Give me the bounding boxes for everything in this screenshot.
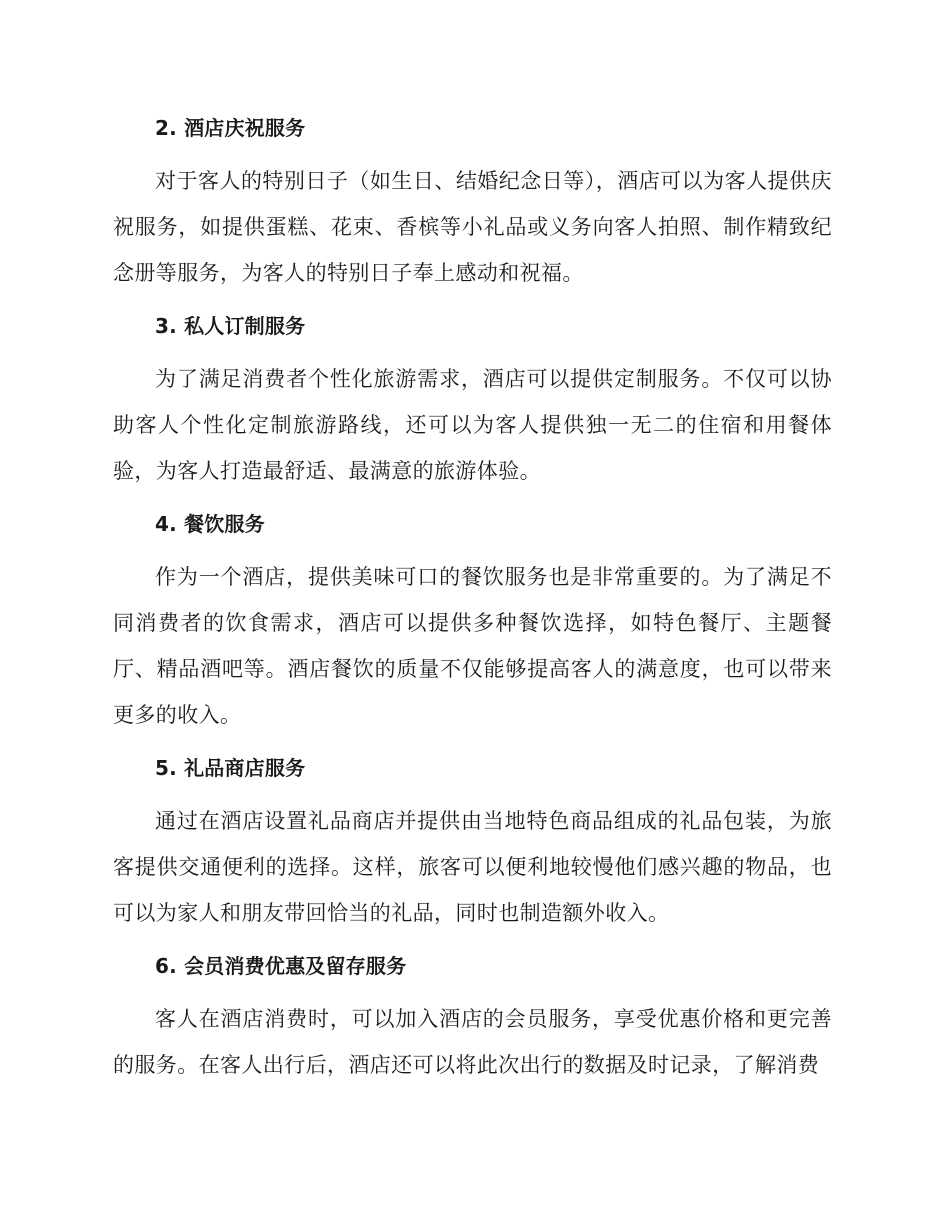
section-paragraph: 作为一个酒店，提供美味可口的餐饮服务也是非常重要的。为了满足不同消费者的饮食需求，酒店可以提供多种餐饮选择，如特色餐厅、主题餐厅、精品酒吧等。酒店餐饮的质量不仅能够提高客人的满意度，也可以带来更多的收入。 [113, 565, 832, 727]
section-heading: 6. 会员消费优惠及留存服务 [155, 954, 407, 978]
section-heading: 2. 酒店庆祝服务 [155, 116, 306, 140]
section-membership-service [113, 950, 832, 1088]
section-paragraph: 对于客人的特别日子（如生日、结婚纪念日等），酒店可以为客人提供庆祝服务，如提供蛋糕、花束、香槟等小礼品或义务向客人拍照、制作精致纪念册等服务，为客人的特别日子奉上感动和祝福。 [113, 169, 832, 285]
section-paragraph: 客人在酒店消费时，可以加入酒店的会员服务，享受优惠价格和更完善的服务。在客人出行后，酒店还可以将此次出行的数据及时记录，了解消费 [113, 1007, 832, 1077]
section-celebration-service [113, 112, 832, 296]
section-gift-shop-service [113, 752, 832, 936]
section-heading: 4. 餐饮服务 [155, 512, 265, 536]
section-paragraph: 为了满足消费者个性化旅游需求，酒店可以提供定制服务。不仅可以协助客人个性化定制旅游路线，还可以为客人提供独一无二的住宿和用餐体验，为客人打造最舒适、最满意的旅游体验。 [113, 367, 832, 483]
section-heading: 3. 私人订制服务 [155, 314, 306, 338]
section-heading: 5. 礼品商店服务 [155, 756, 306, 780]
section-dining-service [113, 508, 832, 738]
section-custom-service [113, 310, 832, 494]
section-paragraph: 通过在酒店设置礼品商店并提供由当地特色商品组成的礼品包装，为旅客提供交通便利的选择。这样，旅客可以便利地较慢他们感兴趣的物品，也可以为家人和朋友带回恰当的礼品，同时也制造额外收入。 [113, 809, 832, 925]
